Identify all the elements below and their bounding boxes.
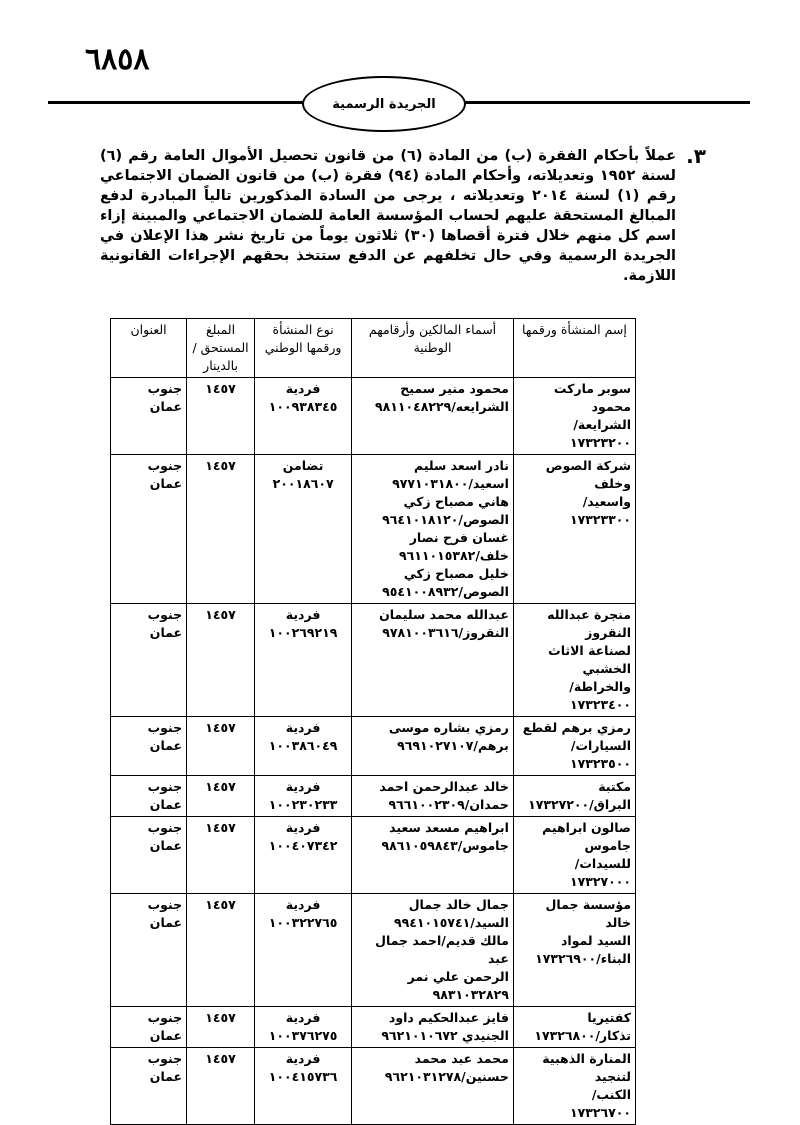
cell-address: جنوب عمان xyxy=(111,817,187,894)
cell-establishment-name xyxy=(513,378,635,455)
cell-establishment-type-line: ١٠٠٣٧٦٢٧٥ xyxy=(268,1028,338,1043)
cell-establishment-name-line: الشرايعة/ xyxy=(573,417,631,432)
header-address: العنوان xyxy=(111,319,187,378)
cell-establishment-name-line: منجرة عبدالله النقروز xyxy=(547,607,631,640)
cell-owners xyxy=(352,455,514,604)
cell-owners-line: مالك قديم/احمد جمال عبد xyxy=(375,933,509,966)
cell-establishment-name-line: سوبر ماركت محمود xyxy=(553,381,631,414)
cell-establishment-name-line: السيد لمواد xyxy=(561,933,631,948)
header-name: إسم المنشأة ورقمها xyxy=(513,319,635,378)
cell-amount-due: ١٤٥٧ xyxy=(187,1007,255,1048)
cell-owners-line: الشرايعه/٩٨١١٠٤٨٢٢٩ xyxy=(374,399,509,414)
cell-establishment-name xyxy=(513,776,635,817)
cell-establishment-name-line: البراق/١٧٣٢٧٢٠٠ xyxy=(528,797,631,812)
cell-establishment-type-line: ١٠٠٢٣٠٢٣٣ xyxy=(268,797,338,812)
cell-owners xyxy=(352,894,514,1007)
table-row xyxy=(111,894,636,1007)
table-row xyxy=(111,717,636,776)
cell-establishment-name-line: السيارات/ xyxy=(570,738,631,753)
table-row xyxy=(111,776,636,817)
header-amount: المبلغ المستحق /بالدينار xyxy=(187,319,255,378)
cell-amount-due: ١٤٥٧ xyxy=(187,378,255,455)
cell-establishment-name-line: كفتيريا xyxy=(587,1010,631,1025)
cell-establishment-name-line: ١٧٣٢٦٧٠٠ xyxy=(569,1105,631,1120)
gazette-title-oval xyxy=(302,76,466,132)
cell-owners-line: جمال خالد جمال xyxy=(408,897,509,912)
cell-owners-line: اسعيد/٩٧٧١٠٣١٨٠٠ xyxy=(392,476,509,491)
cell-establishment-type xyxy=(255,378,352,455)
cell-owners xyxy=(352,817,514,894)
cell-establishment-name-line: ١٧٣٢٣٥٠٠ xyxy=(569,756,631,771)
cell-establishment-type-line: تضامن xyxy=(282,458,324,473)
cell-establishment-name-line: للسيدات/١٧٣٢٧٠٠٠ xyxy=(569,856,631,889)
cell-owners-line: الصوص/٩٦٤١٠١٨١٢٠ xyxy=(382,512,509,527)
cell-owners-line: خلف/٩٦١١٠١٥٣٨٢ xyxy=(399,548,509,563)
cell-establishment-name-line: والخراطة/ xyxy=(569,679,631,694)
cell-owners-line: محمود منير سميح xyxy=(400,381,509,396)
cell-establishment-name-line: مؤسسة جمال خالد xyxy=(545,897,631,930)
cell-owners xyxy=(352,1007,514,1048)
cell-establishment-type-line: ١٠٠٩٣٨٣٤٥ xyxy=(268,399,338,414)
cell-establishment-name xyxy=(513,894,635,1007)
cell-establishment-name-line: المنارة الذهبية لتنجيد xyxy=(542,1051,631,1084)
cell-owners-line: الجنيدي ٩٦٢١٠١٠٦٧٢ xyxy=(381,1028,509,1043)
cell-owners-line: هاني مصباح زكي xyxy=(403,494,509,509)
cell-owners xyxy=(352,776,514,817)
table-row xyxy=(111,378,636,455)
table-body xyxy=(111,378,636,1125)
cell-establishment-type xyxy=(255,1007,352,1048)
cell-owners-line: رمزي بشاره موسى xyxy=(388,720,509,735)
cell-establishment-type-line: ٢٠٠١٨٦٠٧ xyxy=(272,476,334,491)
table-row xyxy=(111,455,636,604)
cell-establishment-name-line: ١٧٣٢٣٣٠٠ xyxy=(569,512,631,527)
cell-owners-line: خليل مصباح زكي xyxy=(403,566,509,581)
cell-establishment-type-line: ١٠٠٣٨٦٠٤٩ xyxy=(268,738,338,753)
cell-owners-line: حسنين/٩٦٢١٠٣١٢٧٨ xyxy=(384,1069,509,1084)
cell-owners-line: حمدان/٩٦٦١٠٠٢٣٠٩ xyxy=(388,797,509,812)
cell-owners-line: السيد/٩٩٤١٠١٥٧٤١ xyxy=(394,915,509,930)
cell-establishment-type-line: فردية xyxy=(285,607,321,622)
cell-establishment-type-line: فردية xyxy=(285,381,321,396)
cell-owners-line: ابراهيم مسعد سعيد xyxy=(389,820,509,835)
cell-establishment-type xyxy=(255,717,352,776)
page-number: ٦٨٥٨ xyxy=(85,42,150,77)
cell-establishment-type-line: ١٠٠٣٢٢٧٦٥ xyxy=(268,915,338,930)
cell-establishment-type-line: فردية xyxy=(285,720,321,735)
cell-establishment-name-line: ١٧٣٢٣٤٠٠ xyxy=(569,697,631,712)
table-row xyxy=(111,604,636,717)
cell-establishment-name-line: البناء/١٧٣٢٦٩٠٠ xyxy=(535,951,631,966)
table-row xyxy=(111,817,636,894)
cell-establishment-type-line: فردية xyxy=(285,1051,321,1066)
cell-address: جنوب عمان xyxy=(111,455,187,604)
cell-owners xyxy=(352,378,514,455)
cell-establishment-name xyxy=(513,717,635,776)
cell-establishment-type-line: فردية xyxy=(285,1010,321,1025)
cell-establishment-name-line: لصناعة الاثاث الخشبي xyxy=(548,643,631,676)
cell-owners-line: النقروز/٩٧٨١٠٠٣٦١٦ xyxy=(382,625,509,640)
cell-owners-line: نادر اسعد سليم xyxy=(414,458,509,473)
cell-establishment-name xyxy=(513,1007,635,1048)
cell-establishment-name-line: ١٧٣٢٣٢٠٠ xyxy=(569,435,631,450)
gazette-title: الجريدة الرسمية xyxy=(332,96,436,112)
cell-establishment-type xyxy=(255,455,352,604)
table-header-row xyxy=(111,319,636,378)
cell-establishment-type-line: ١٠٠٤١٥٧٣٦ xyxy=(268,1069,338,1084)
cell-owners xyxy=(352,717,514,776)
cell-establishment-name-line: شركة الصوص وخلف xyxy=(545,458,631,491)
cell-owners-line: الصوص/٩٥٤١٠٠٨٩٣٢ xyxy=(382,584,509,599)
cell-owners-line: الرحمن علي نمر xyxy=(407,969,509,984)
cell-establishment-name xyxy=(513,455,635,604)
cell-owners-line: ٩٨٣١٠٣٢٨٢٩ xyxy=(432,987,509,1002)
cell-amount-due: ١٤٥٧ xyxy=(187,817,255,894)
cell-establishment-name xyxy=(513,817,635,894)
cell-establishment-type-line: ١٠٠٢٦٩٢١٩ xyxy=(268,625,338,640)
cell-amount-due: ١٤٥٧ xyxy=(187,1048,255,1125)
cell-establishment-name-line: واسعيد/ xyxy=(582,494,631,509)
cell-establishment-name-line: تذكار/١٧٣٢٦٨٠٠ xyxy=(534,1028,631,1043)
cell-establishment-type-line: فردية xyxy=(285,779,321,794)
cell-amount-due: ١٤٥٧ xyxy=(187,604,255,717)
cell-establishment-type-line: فردية xyxy=(285,820,321,835)
debtors-table xyxy=(110,318,636,1125)
cell-owners xyxy=(352,604,514,717)
header-type: نوع المنشأة ورقمها الوطني xyxy=(255,319,352,378)
cell-establishment-name-line: الكنب/ xyxy=(591,1087,631,1102)
cell-amount-due: ١٤٥٧ xyxy=(187,894,255,1007)
cell-amount-due: ١٤٥٧ xyxy=(187,455,255,604)
cell-address: جنوب عمان xyxy=(111,1048,187,1125)
cell-address: جنوب عمان xyxy=(111,717,187,776)
cell-owners-line: جاموس/٩٨٦١٠٥٩٨٤٣ xyxy=(381,838,509,853)
cell-address: جنوب عمان xyxy=(111,1007,187,1048)
cell-establishment-name-line: رمزي برهم لقطع xyxy=(522,720,631,735)
cell-establishment-type xyxy=(255,776,352,817)
cell-address: جنوب عمان xyxy=(111,604,187,717)
cell-owners-line: فايز عبدالحكيم داود xyxy=(388,1010,509,1025)
cell-establishment-type xyxy=(255,894,352,1007)
cell-establishment-type xyxy=(255,817,352,894)
cell-establishment-name-line: صالون ابراهيم جاموس xyxy=(542,820,631,853)
cell-owners-line: محمد عبد محمد xyxy=(414,1051,509,1066)
cell-address: جنوب عمان xyxy=(111,378,187,455)
header-owners: أسماء المالكين وأرقامهم الوطنية xyxy=(352,319,514,378)
cell-establishment-name xyxy=(513,604,635,717)
cell-establishment-name xyxy=(513,1048,635,1125)
cell-owners-line: غسان فرح نصار xyxy=(409,530,509,545)
cell-establishment-type-line: فردية xyxy=(285,897,321,912)
cell-owners-line: عبدالله محمد سليمان xyxy=(379,607,509,622)
cell-owners-line: خالد عبدالرحمن احمد xyxy=(379,779,509,794)
cell-address: جنوب عمان xyxy=(111,894,187,1007)
cell-amount-due: ١٤٥٧ xyxy=(187,776,255,817)
cell-owners-line: برهم/٩٦٩١٠٢٧١٠٧ xyxy=(397,738,509,753)
cell-owners xyxy=(352,1048,514,1125)
table-row xyxy=(111,1048,636,1125)
notice-paragraph: عملاً بأحكام الفقرة (ب) من المادة (٦) من قانون تحصيل الأموال العامة رقم (٦) لسنة ١٩٥٢ وتعديلاته، وأحكام المادة (٩٤) فقرة (ب) من قانون الضمان الاجتماعي رقم (١) لسنة ٢٠١٤ وتعديلاته ، يرجى من السادة المذكورين تالياً المبادرة لدفع المبالغ المستحقة عليهم لحساب المؤسسة العامة للضمان الاجتماعي والمبينة إزاء اسم كل منهم خلال فترة أقصاها (٣٠) ثلاثون يوماً من تاريخ نشر هذا الإعلان في الجريدة الرسمية وفي حال تخلفهم عن الدفع ستتخذ بحقهم الإجراءات القانونية اللازمة. xyxy=(100,148,676,284)
cell-address: جنوب عمان xyxy=(111,776,187,817)
cell-establishment-name-line: مكتبة xyxy=(598,779,631,794)
cell-amount-due: ١٤٥٧ xyxy=(187,717,255,776)
item-number: ٣. xyxy=(686,144,706,168)
cell-establishment-type xyxy=(255,1048,352,1125)
cell-establishment-type xyxy=(255,604,352,717)
table-row xyxy=(111,1007,636,1048)
cell-establishment-type-line: ١٠٠٤٠٧٣٤٢ xyxy=(268,838,338,853)
